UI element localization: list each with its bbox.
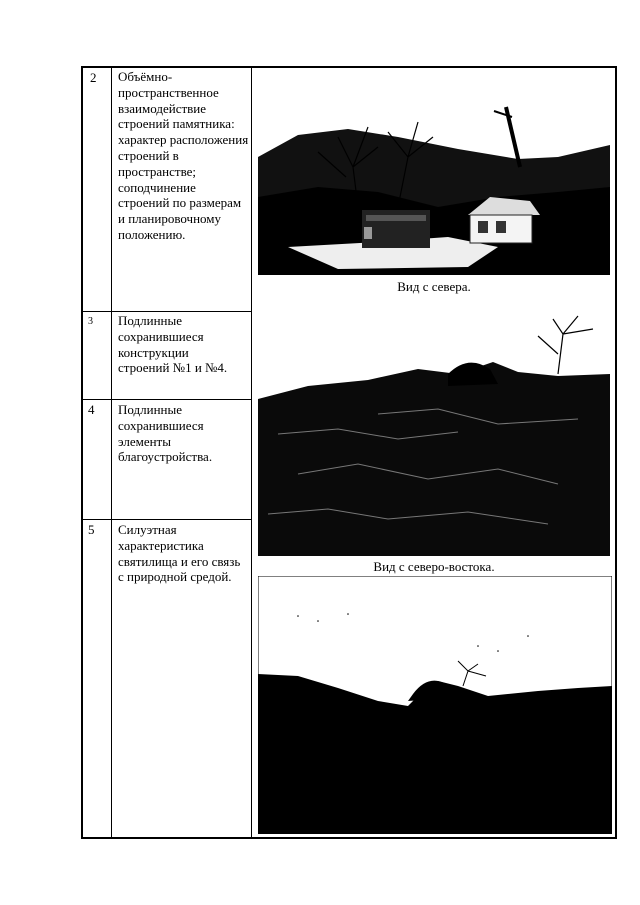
photo-view-north <box>258 97 610 275</box>
row-number: 2 <box>90 70 97 85</box>
table-border-bottom <box>81 837 616 839</box>
table-border-left <box>81 66 83 839</box>
row-divider <box>81 311 252 312</box>
photo-view-northeast <box>258 314 610 556</box>
table-border-col2 <box>251 66 252 839</box>
row-divider <box>81 519 252 520</box>
table-border-right <box>615 66 617 839</box>
photo-caption: Вид с северо-востока. <box>373 559 495 574</box>
row-divider <box>81 399 252 400</box>
row-description: Подлинные сохранившиеся элементы благоустройства. <box>118 402 213 465</box>
table-border-top <box>81 66 616 68</box>
row-number: 4 <box>88 402 95 417</box>
row-description: Подлинные сохранившиеся конструкции строений №1 и №4. <box>118 313 228 376</box>
row-description: Объёмно-пространственное взаимодействие строений памятника: характер расположения строений в пространстве; соподчинение строений по размерам и планировочному положению. <box>118 69 249 242</box>
row-number: 5 <box>88 522 95 537</box>
row-number: 3 <box>88 316 93 327</box>
table-border-col1 <box>111 66 112 839</box>
row-description: Силуэтная характеристика святилища и его связь с природной средой. <box>118 522 241 585</box>
photo-silhouette <box>258 576 612 834</box>
photo-caption: Вид с севера. <box>397 279 471 294</box>
